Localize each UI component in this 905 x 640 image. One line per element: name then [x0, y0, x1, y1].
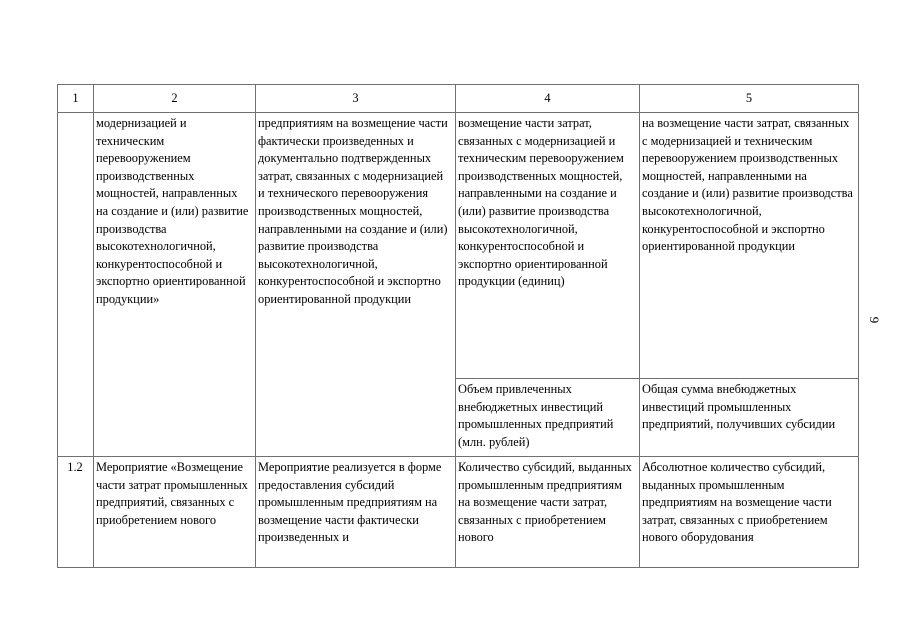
event-description-cell — [256, 113, 456, 457]
header-cell-1: 1 — [58, 85, 94, 113]
indicator-name-cell — [456, 113, 640, 379]
row-number-cell — [58, 113, 94, 457]
event-description-text: предприятиям на возмещение части фактически произведенных и документально подтвержденных затрат, связанных с модернизацией и технического перевооружения производственных мощностей, направленными на создание и (или) развитие производства высокотехнологичной, конкурентоспособной и экспортно ориентированной продукции — [258, 116, 448, 306]
table-header-row — [58, 85, 859, 113]
investment-method-text: Общая сумма внебюджетных инвестиций промышленных предприятий, получивших субсидии — [642, 382, 836, 432]
table-row — [58, 113, 859, 379]
table-row — [58, 457, 859, 568]
investment-indicator-text: Объем привлеченных внебюджетных инвестиций промышленных предприятий (млн. рублей) — [458, 382, 614, 449]
indicator-name-text: возмещение части затрат, связанных с модернизацией и техническим перевооружением производственных мощностей, направленными на создание и (или) развитие производства высокотехнологичной, конкурентоспособной и экспортно ориентированной продукции (единиц) — [458, 116, 624, 289]
indicator-name-cell — [456, 457, 640, 568]
row-number-cell: 1.2 — [58, 457, 94, 568]
header-cell-4: 4 — [456, 85, 640, 113]
event-name-cell — [94, 113, 256, 457]
header-cell-3: 3 — [256, 85, 456, 113]
event-description-text: Мероприятие реализуется в форме предоставления субсидий промышленным предприятиям на возмещение части фактически произведенных и — [258, 460, 442, 545]
indicator-method-text: на возмещение части затрат, связанных с модернизацией и техническим перевооружением производственных мощностей, направленными на создание и (или) развитие производства высокотехнологичной, конкурентоспособной и экспортно ориентированной продукции — [642, 116, 853, 254]
indicator-method-cell — [640, 457, 859, 568]
event-name-text: Мероприятие «Возмещение части затрат промышленных предприятий, связанных с приобретением нового — [96, 460, 248, 527]
page-number: 9 — [867, 316, 882, 324]
investment-method-cell — [640, 379, 859, 457]
header-cell-5: 5 — [640, 85, 859, 113]
event-name-text: модернизацией и техническим перевооружением производственных мощностей, направленных на создание и (или) развитие производства высокотехнологичной, конкурентоспособной и экспортно ориентированной продукции» — [96, 116, 249, 306]
indicator-method-cell — [640, 113, 859, 379]
indicator-name-text: Количество субсидий, выданных промышленным предприятиям на возмещение части затрат, связанных с приобретением нового — [458, 460, 632, 545]
header-cell-2: 2 — [94, 85, 256, 113]
indicator-method-text: Абсолютное количество субсидий, выданных промышленным предприятиям на возмещение части затрат, связанных с приобретением нового оборудования — [642, 460, 832, 545]
event-name-cell — [94, 457, 256, 568]
investment-indicator-cell — [456, 379, 640, 457]
indicator-table — [57, 84, 859, 568]
event-description-cell — [256, 457, 456, 568]
